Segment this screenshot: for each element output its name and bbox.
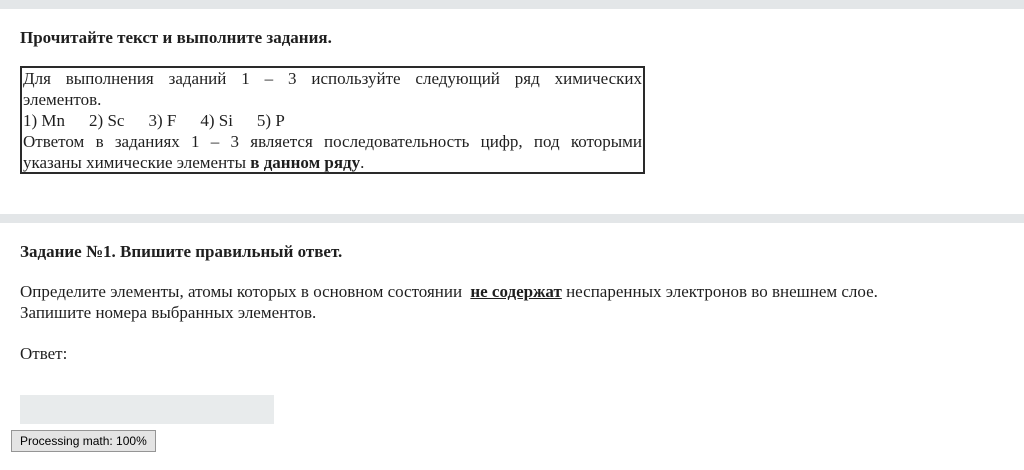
element-item-sc: 2) Sc xyxy=(89,111,125,130)
task-text-emphasis: не содержат xyxy=(470,282,562,301)
task-title: Задание №1. Впишите правильный ответ. xyxy=(20,242,343,261)
info-line-5-text: указаны химические элементы xyxy=(23,153,251,172)
math-processing-status: Processing math: 100% xyxy=(11,430,156,452)
task-text-line-2: Запишите номера выбранных элементов. xyxy=(20,303,317,322)
answer-label: Ответ: xyxy=(20,344,68,363)
info-line-5 xyxy=(23,152,364,173)
element-item-mn: 1) Mn xyxy=(23,111,66,130)
intro-title: Прочитайте текст и выполните задания. xyxy=(20,28,332,47)
task-text-start: Определите элементы, атомы которых в основном состоянии xyxy=(20,282,467,301)
element-list xyxy=(23,110,285,131)
info-line-5-bold: в данном ряду xyxy=(250,153,361,172)
info-line-2: элементов. xyxy=(23,90,102,109)
info-line-5-end: . xyxy=(360,153,365,172)
info-box xyxy=(20,66,645,174)
top-separator xyxy=(0,0,1024,9)
element-item-p: 5) P xyxy=(256,111,285,130)
element-item-f: 3) F xyxy=(148,111,177,130)
section-separator xyxy=(0,214,1024,223)
task-text-end: неспаренных электронов во внешнем слое. xyxy=(561,282,878,301)
info-line-4: Ответом в заданиях 1 – 3 является последовательность цифр, под которыми xyxy=(23,132,642,151)
task-text xyxy=(20,281,878,302)
element-item-si: 4) Si xyxy=(200,111,233,130)
answer-input[interactable] xyxy=(20,395,274,424)
info-line-1: Для выполнения заданий 1 – 3 используйте следующий ряд химических xyxy=(23,69,642,88)
